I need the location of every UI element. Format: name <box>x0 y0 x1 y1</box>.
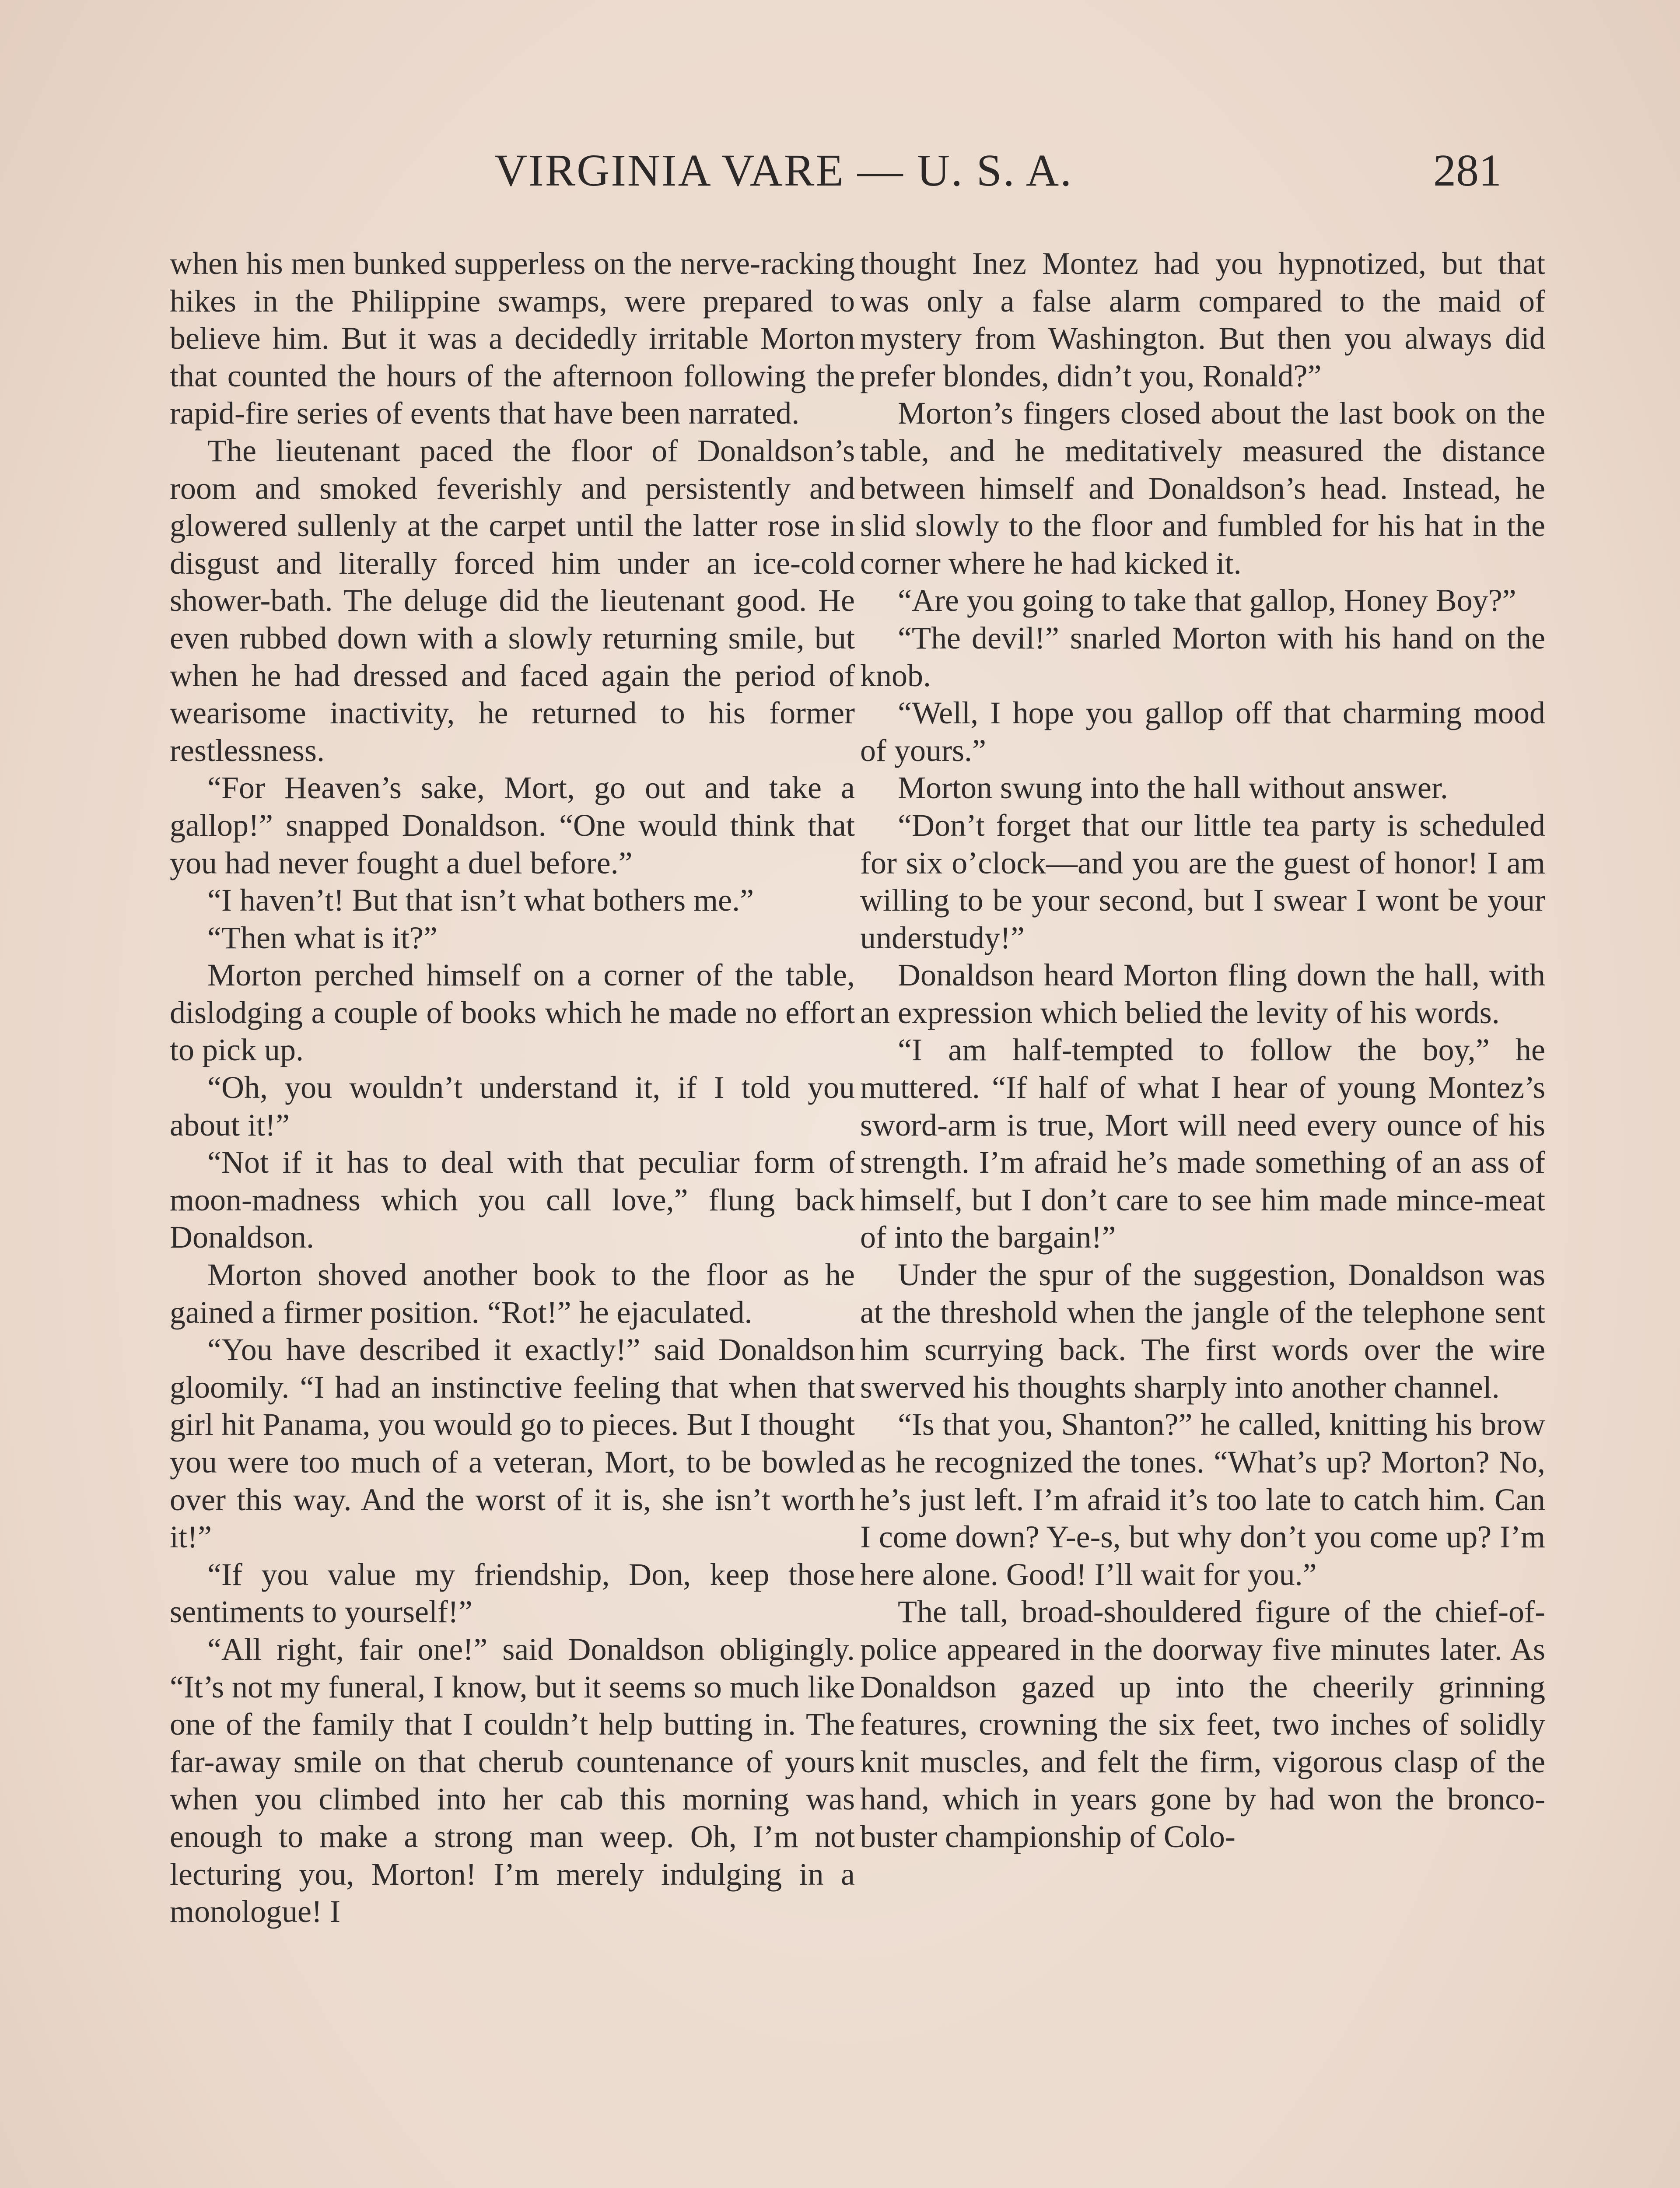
paragraph: “I haven’t! But that isn’t what bothers me.” <box>207 883 754 918</box>
paragraph: “Is that you, Shanton?” he called, knitting his brow as he recognized the tones. “What’s up? Morton? No, he’s just left. I’m afraid it’s too late to catch him. Can I come down? Y-e-s, but why don’t you come up? I’m here alone. Good! I’ll wait for you.” <box>860 1407 1545 1592</box>
paragraph: “Not if it has to deal with that peculiar form of moon-madness which you call love,” flung back Donaldson. <box>170 1145 855 1255</box>
paragraph: “You have described it exactly!” said Donaldson gloomily. “I had an instinctive feeling that when that girl hit Panama, you would go to pieces. But I thought you were too much of a veteran, Mort, to be bowled over this way. And the worst of it is, she isn’t worth it!” <box>170 1332 855 1555</box>
paragraph: Morton perched himself on a corner of the table, dislodging a couple of books which he made no effort to pick up. <box>170 957 855 1068</box>
paragraph: Donaldson heard Morton fling down the hall, with an expression which belied the levity of his words. <box>860 957 1545 1030</box>
left-column <box>170 245 855 1931</box>
paragraph: “The devil!” snarled Morton with his hand on the knob. <box>860 620 1545 693</box>
paragraph: “For Heaven’s sake, Mort, go out and take a gallop!” snapped Donaldson. “One would think that you had never fought a duel before.” <box>170 770 855 880</box>
paragraph: “Don’t forget that our little tea party is scheduled for six o’clock—and you are the guest of honor! I am willing to be your second, but I swear I wont be your understudy!” <box>860 807 1545 955</box>
right-column <box>860 245 1545 1856</box>
paragraph: Morton swung into the hall without answer. <box>898 770 1448 806</box>
paragraph: Morton shoved another book to the floor as he gained a firmer position. “Rot!” he ejaculated. <box>170 1257 855 1330</box>
paragraph: “I am half-tempted to follow the boy,” he muttered. “If half of what I hear of young Montez’s sword-arm is true, Mort will need every ounce of his strength. I’m afraid he’s made something of an ass of himself, but I don’t care to see him made mince-meat of into the bargain!” <box>860 1032 1545 1255</box>
paragraph: Morton’s fingers closed about the last book on the table, and he meditatively measured the distance between himself and Donaldson’s head. Instead, he slid slowly to the floor and fumbled for his hat in the corner where he had kicked it. <box>860 396 1545 581</box>
paragraph: “Well, I hope you gallop off that charming mood of yours.” <box>860 695 1545 768</box>
paragraph: thought Inez Montez had you hypnotized, but that was only a false alarm compared to the maid of mystery from Washington. But then you always did prefer blondes, didn’t you, Ronald?” <box>860 246 1545 393</box>
paragraph: when his men bunked supperless on the nerve-racking hikes in the Philippine swamps, were prepared to believe him. But it was a decidedly irritable Morton that counted the hours of the afternoon following the rapid-fire series of events that have been narrated. <box>170 246 855 431</box>
paragraph: The lieutenant paced the floor of Donaldson’s room and smoked feverishly and persistently and glowered sullenly at the carpet until the latter rose in disgust and literally forced him under an ice-cold shower-bath. The deluge did the lieutenant good. He even rubbed down with a slowly returning smile, but when he had dressed and faced again the period of wearisome inactivity, he returned to his former restlessness. <box>170 433 855 768</box>
paragraph: “Then what is it?” <box>207 920 438 955</box>
paragraph: “All right, fair one!” said Donaldson obligingly. “It’s not my funeral, I know, but it seems so much like one of the family that I couldn’t help butting in. The far-away smile on that cherub countenance of yours when you climbed into her cab this morning was enough to make a strong man weep. Oh, I’m not lecturing you, Morton! I’m merely indulging in a monologue! I <box>170 1631 855 1929</box>
paragraph: Under the spur of the suggestion, Donaldson was at the threshold when the jangle of the telephone sent him scurrying back. The first words over the wire swerved his thoughts sharply into another channel. <box>860 1257 1545 1405</box>
page-number: 281 <box>1433 145 1502 196</box>
paragraph: “Oh, you wouldn’t understand it, if I told you about it!” <box>170 1070 855 1143</box>
paragraph: The tall, broad-shouldered figure of the chief-of-police appeared in the doorway five minutes later. As Donaldson gazed up into the cheerily grinning features, crowning the six feet, two inches of solidly knit muscles, and felt the firm, vigorous clasp of the hand, which in years gone by had won the bronco-buster championship of Colo- <box>860 1594 1545 1854</box>
page-header <box>170 144 1510 210</box>
running-title: VIRGINIA VARE — U. S. A. <box>494 145 1073 196</box>
paragraph: “If you value my friendship, Don, keep those sentiments to yourself!” <box>170 1557 855 1630</box>
paragraph: “Are you going to take that gallop, Honey Boy?” <box>898 583 1516 618</box>
